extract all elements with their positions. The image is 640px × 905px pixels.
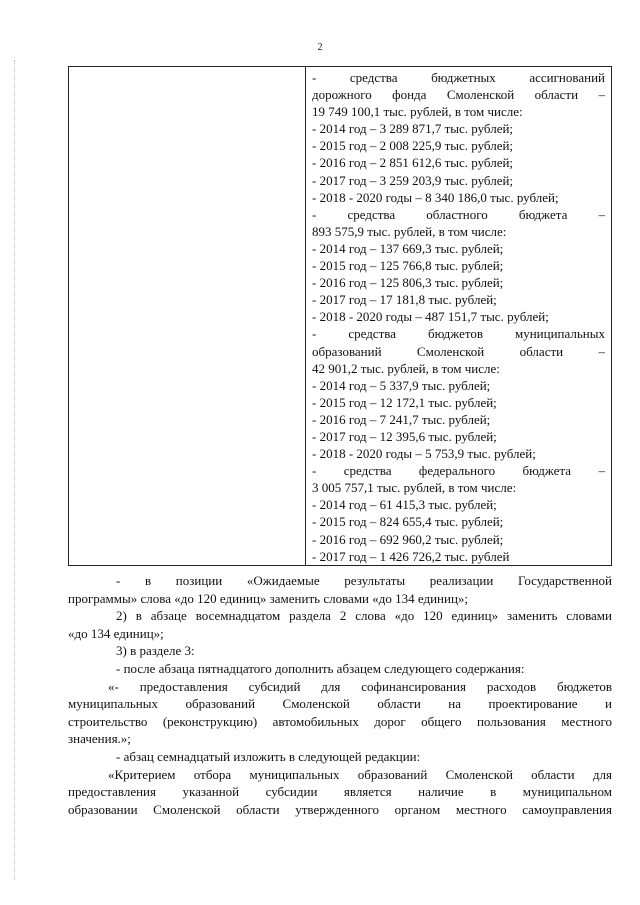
- page-number: 2: [317, 42, 323, 53]
- paragraph-line: 3) в разделе 3:: [116, 643, 195, 659]
- table-line: - 2017 год – 17 181,8 тыс. рублей;: [312, 292, 497, 308]
- table-line: 3 005 757,1 тыс. рублей, в том числе:: [312, 480, 517, 496]
- table-line: - 2017 год – 1 426 726,2 тыс. рублей: [312, 548, 510, 564]
- table-line: дорожного фонда Смоленской области –: [312, 87, 605, 103]
- paragraph-line: «Критерием отбора муниципальных образований Смоленской области для: [108, 766, 612, 782]
- table-line: - 2015 год – 2 008 225,9 тыс. рублей;: [312, 138, 514, 154]
- table-line: - средства областного бюджета –: [312, 206, 605, 222]
- table-line: - средства федерального бюджета –: [312, 463, 605, 479]
- table-line: - 2018 - 2020 годы – 8 340 186,0 тыс. рублей;: [312, 189, 559, 205]
- table-cell-financing: [306, 67, 612, 566]
- table-line: - 2014 год – 3 289 871,7 тыс. рублей;: [312, 121, 514, 137]
- scan-margin-line: [14, 60, 15, 880]
- table-line: - 2016 год – 2 851 612,6 тыс. рублей;: [312, 155, 514, 171]
- paragraph-line: программы» слова «до 120 единиц» заменить словами «до 134 единиц»;: [68, 590, 469, 606]
- table-line: - 2017 год – 12 395,6 тыс. рублей;: [312, 428, 497, 444]
- table-line: - 2017 год – 3 259 203,9 тыс. рублей;: [312, 172, 514, 188]
- paragraph-line: «- предоставления субсидий для софинансирования расходов бюджетов: [108, 678, 612, 694]
- table-line: 42 901,2 тыс. рублей, в том числе:: [312, 360, 500, 376]
- table-line: образований Смоленской области –: [312, 343, 605, 359]
- paragraph-line: строительство (реконструкцию) автомобильных дорог общего пользования местного: [68, 713, 612, 729]
- table-line: - 2016 год – 7 241,7 тыс. рублей;: [312, 411, 491, 427]
- table-line: - 2018 - 2020 годы – 5 753,9 тыс. рублей;: [312, 446, 536, 462]
- table-line: 19 749 100,1 тыс. рублей, в том числе:: [312, 104, 523, 120]
- table-line: - средства бюджетных ассигнований: [312, 70, 605, 85]
- table-line: - 2015 год – 824 655,4 тыс. рублей;: [312, 514, 504, 530]
- table-row: [69, 67, 612, 566]
- table-line: - 2016 год – 125 806,3 тыс. рублей;: [312, 275, 504, 291]
- table-line: - 2015 год – 12 172,1 тыс. рублей;: [312, 394, 497, 410]
- table-line: 893 575,9 тыс. рублей, в том числе:: [312, 223, 507, 239]
- paragraph-line: значения.»;: [68, 731, 131, 747]
- paragraph-line: муниципальных образований Смоленской области на проектирование и: [68, 696, 612, 712]
- amendment-text: [68, 572, 612, 818]
- table-line: - средства бюджетов муниципальных: [312, 326, 605, 342]
- table-line: - 2018 - 2020 годы – 487 151,7 тыс. рублей;: [312, 309, 549, 325]
- financing-table: [68, 66, 612, 566]
- table-line: - 2014 год – 61 415,3 тыс. рублей;: [312, 497, 497, 513]
- table-line: - 2014 год – 5 337,9 тыс. рублей;: [312, 377, 491, 393]
- paragraph-line: - в позиции «Ожидаемые результаты реализации Государственной: [116, 573, 612, 588]
- paragraph-line: - абзац семнадцатый изложить в следующей редакции:: [116, 748, 421, 764]
- paragraph-line: 2) в абзаце восемнадцатом раздела 2 слова «до 120 единиц» заменить словами: [116, 608, 612, 624]
- paragraph-line: - после абзаца пятнадцатого дополнить абзацем следующего содержания:: [116, 660, 525, 676]
- table-line: - 2016 год – 692 960,2 тыс. рублей;: [312, 531, 504, 547]
- table-line: - 2015 год – 125 766,8 тыс. рублей;: [312, 258, 504, 274]
- paragraph-line: предоставления указанной субсидии является наличие в муниципальном: [68, 784, 612, 800]
- table-line: - 2014 год – 137 669,3 тыс. рублей;: [312, 240, 504, 256]
- paragraph-line: образовании Смоленской области утвержденного органом местного самоуправления: [68, 801, 612, 817]
- table-cell-empty: [69, 67, 306, 566]
- paragraph-line: «до 134 единиц»;: [68, 625, 164, 641]
